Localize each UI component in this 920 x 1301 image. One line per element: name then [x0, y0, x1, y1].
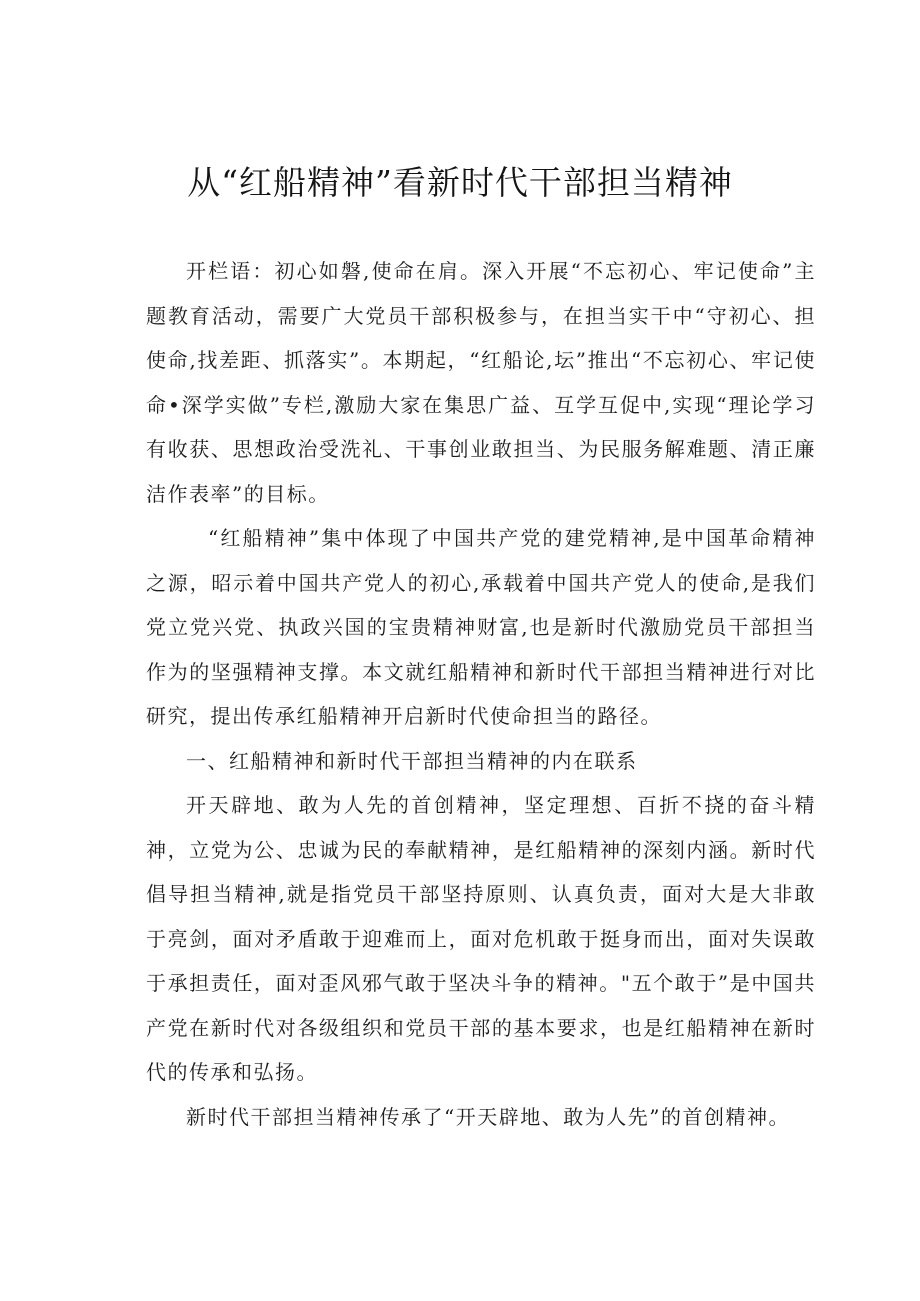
section-heading-1: 一、红船精神和新时代干部担当精神的内在联系 [186, 748, 638, 773]
document-title: 从“红船精神”看新时代干部担当精神 [187, 163, 733, 202]
paragraph-pioneering-spirit: 新时代干部担当精神传承了“开天辟地、敢为人先”的首创精神。 [186, 1104, 790, 1129]
paragraph-red-boat-spirit: “红船精神”集中体现了中国共产党的建党精神,是中国革命精神之源，昭示着中国共产党人的初心,承载着中国共产党人的使命,是我们党立党兴党、执政兴国的宝贵精神财富,也是新时代激励党员干部担当作为的坚强精神支撑。本文就红船精神和新时代干部担当精神进行对比研究，提出传承红船精神开启新时代使命担当的路径。 [146, 526, 816, 728]
document-body [146, 249, 816, 1139]
paragraph-column-intro: 开栏语：初心如磐,使命在肩。深入开展“不忘初心、牢记使命”主题教育活动，需要广大党员干部积极参与，在担当实干中“守初心、担使命,找差距、抓落实”。本期起，“红船论,坛”推出“不忘初心、牢记使命•深学实做”专栏,激励大家在集思广益、互学互促中,实现“理论学习有收获、思想政治受洗礼、干事创业敢担当、为民服务解难题、清正廉洁作表率”的目标。 [146, 259, 816, 506]
paragraph-intrinsic-link: 开天辟地、敢为人先的首创精神，坚定理想、百折不挠的奋斗精神，立党为公、忠诚为民的奉献精神，是红船精神的深刻内涵。新时代倡导担当精神,就是指党员干部坚持原则、认真负责，面对大是大非敢于亮剑，面对矛盾敢于迎难而上，面对危机敢于挺身而出，面对失误敢于承担责任，面对歪风邪气敢于坚决斗争的精神。"五个敢于”是中国共产党在新时代对各级组织和党员干部的基本要求，也是红船精神在新时代的传承和弘扬。 [146, 793, 816, 1084]
